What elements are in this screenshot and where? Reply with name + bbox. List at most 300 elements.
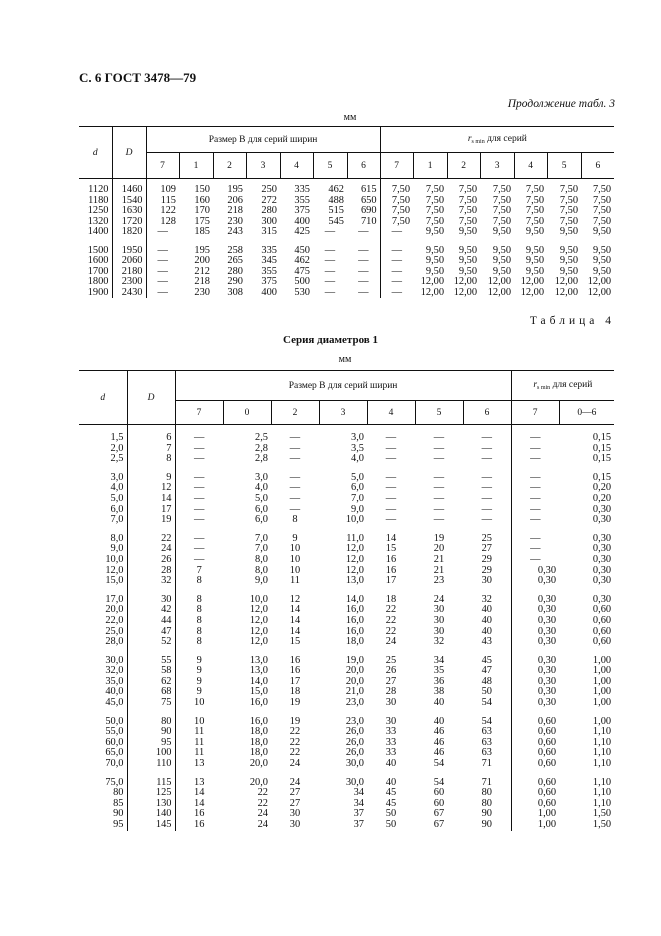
r-series-header: 1	[413, 153, 447, 179]
table-cell: —	[511, 505, 559, 516]
table-row	[79, 637, 614, 648]
table-cell: 20,0	[249, 758, 268, 770]
table-cell: 35,0	[105, 675, 124, 687]
table-cell: 12,00	[487, 276, 512, 287]
table-cell: 71	[481, 776, 492, 788]
table-cell: 7,0	[255, 543, 268, 555]
table-cell: 30,0	[345, 776, 364, 788]
table-cell: 17	[385, 575, 397, 587]
table-cell: 30,0	[345, 758, 364, 770]
table-cell: 0,60	[511, 759, 559, 770]
table-cell: 0,15	[592, 432, 612, 443]
table-cell: 0,60	[511, 748, 559, 759]
table-cell: 308	[227, 286, 243, 298]
group-b-header: Размер B для серий ширин	[175, 371, 511, 401]
table-cell: 24	[433, 593, 445, 605]
table-cell: 1400	[87, 226, 109, 237]
table-cell: 90	[113, 808, 124, 820]
table-cell: —	[175, 544, 223, 555]
table-cell: 122	[146, 206, 179, 217]
table-cell: 1700	[87, 265, 109, 277]
table-cell: 40	[433, 715, 445, 727]
group-r-header: $r_{s min}$ для серий	[511, 371, 614, 401]
r-series-header: 5	[547, 153, 581, 179]
table-cell: 42	[127, 605, 175, 616]
table-cell: 20,0	[249, 776, 268, 788]
table-cell: 13,0	[345, 575, 364, 587]
table-cell: —	[380, 288, 413, 299]
table-cell: 16,0	[249, 715, 268, 727]
table-cell: 1,00	[592, 654, 612, 666]
table-cell: 24	[289, 776, 301, 788]
table-cell: 1500	[87, 244, 109, 256]
table-cell: 5,0	[351, 471, 364, 483]
table-cell: 40	[481, 625, 492, 637]
table-cell: 462	[294, 255, 310, 266]
table-cell: —	[358, 286, 369, 298]
table-row	[79, 454, 614, 465]
table-cell: 45,0	[105, 697, 124, 709]
table-cell: 20,0	[345, 665, 364, 677]
table-cell: 2,0	[110, 442, 124, 454]
table-cell: 230	[194, 286, 210, 298]
table-cell: 1540	[112, 196, 146, 207]
table-cell: 7,50	[525, 194, 545, 206]
table-cell: 218	[227, 205, 243, 216]
table-cell: 0,30	[592, 543, 612, 555]
table-cell: 212	[194, 265, 210, 277]
table-cell: 22	[257, 787, 268, 799]
table-cell: 0,30	[511, 566, 559, 577]
table-cell: 0,30	[592, 503, 612, 515]
table-cell: —	[175, 534, 223, 545]
table-cell: 128	[146, 217, 179, 228]
table-cell: 27	[481, 543, 492, 555]
table-cell: —	[385, 442, 397, 454]
r-series-header: 2	[447, 153, 480, 179]
table-cell: 1800	[87, 276, 109, 287]
table-cell: —	[175, 483, 223, 494]
table-cell: 58	[127, 666, 175, 677]
table-cell: 19	[289, 697, 301, 709]
table-cell: 545	[328, 215, 344, 227]
b-series-header: 6	[463, 401, 511, 425]
table-row	[79, 227, 614, 238]
table-cell: 19	[127, 515, 175, 526]
table-cell: 37	[353, 819, 364, 830]
table-cell: 9,50	[559, 265, 579, 277]
table-cell: 0,30	[592, 532, 612, 544]
table-cell: 45	[481, 654, 492, 666]
table-cell: 16	[175, 809, 223, 820]
table-cell: 7,50	[380, 196, 413, 207]
table-cell: 8	[127, 454, 175, 465]
table-cell: 20,0	[105, 604, 124, 616]
table-cell: 8	[292, 514, 298, 526]
b-series-header: 7	[146, 153, 179, 179]
table-cell: 22	[289, 747, 301, 759]
table-cell: 65,0	[105, 747, 124, 759]
table-cell: 22	[289, 726, 301, 738]
table-cell: 140	[127, 809, 175, 820]
table-cell: 650	[360, 194, 377, 206]
table-cell: 530	[294, 286, 310, 298]
table-cell: 9	[175, 677, 223, 688]
table-cell: 12,00	[554, 276, 579, 287]
table-cell: —	[481, 514, 492, 526]
table-cell: 12,0	[249, 614, 268, 626]
table-cell: 15,0	[249, 686, 268, 698]
r-series-header: 7	[380, 153, 413, 179]
table-cell: 15	[385, 543, 397, 555]
table-cell: 0,30	[511, 637, 559, 648]
table-cell: 8	[175, 637, 223, 648]
table-cell: 12,00	[453, 276, 478, 287]
table-cell: —	[289, 492, 301, 504]
table-cell: 7,50	[425, 194, 445, 206]
table-cell: 16	[289, 654, 301, 666]
table-cell: —	[175, 425, 223, 444]
table-cell: 34	[353, 787, 364, 799]
table-cell: 100	[127, 748, 175, 759]
table-cell: 19	[433, 532, 445, 544]
b-series-header: 5	[415, 401, 463, 425]
table-cell: 8	[175, 627, 223, 638]
table-cell: 2,8	[255, 453, 268, 465]
table-cell: 0,60	[511, 738, 559, 749]
table-cell: 315	[261, 226, 277, 237]
table-cell: —	[433, 471, 445, 483]
table-cell: 0,30	[511, 576, 559, 587]
table-cell: 60,0	[105, 736, 124, 748]
table-cell: 33	[385, 726, 397, 738]
table-cell: 170	[194, 205, 210, 216]
table-cell: 47	[481, 665, 492, 677]
table-cell: 40	[481, 614, 492, 626]
table-cell: —	[481, 471, 492, 483]
table-cell: 12,00	[587, 286, 612, 298]
table-cell: 0,60	[511, 717, 559, 728]
table-cell: 7,50	[458, 215, 478, 227]
table-cell: 7,50	[592, 184, 612, 195]
table-cell: 70,0	[105, 758, 124, 770]
table-cell: —	[146, 246, 179, 257]
table-cell: 23	[433, 575, 445, 587]
b-series-header: 0	[223, 401, 271, 425]
table-cell: 10,0	[249, 593, 268, 605]
table-cell: —	[289, 482, 301, 494]
table-cell: 22	[127, 534, 175, 545]
table-cell: 7,50	[559, 194, 579, 206]
table-cell: 475	[294, 265, 310, 277]
table-cell: 115	[127, 778, 175, 789]
table-cell: 1820	[112, 227, 146, 238]
table-cell: 67	[433, 808, 445, 820]
table-cell: 16	[385, 553, 397, 565]
table-cell: 43	[481, 636, 492, 648]
table-cell: —	[175, 444, 223, 455]
table-cell: 0,30	[511, 627, 559, 638]
table-cell: 23,0	[345, 715, 364, 727]
group-r-header: $r_{s min}$ для серий	[380, 127, 614, 153]
table-cell: 125	[127, 788, 175, 799]
r-series-header: 0—6	[559, 401, 614, 425]
table-cell: 9,50	[592, 255, 612, 266]
table-cell: —	[358, 244, 369, 256]
table-cell: 0,30	[511, 666, 559, 677]
table-cell: 1720	[112, 217, 146, 228]
table-cell: 9	[175, 656, 223, 667]
table-cell: 90	[127, 727, 175, 738]
table-cell: 1,10	[592, 797, 612, 809]
table-cell: 8,0	[255, 564, 268, 576]
table-cell: 10,0	[345, 514, 364, 526]
table-cell: 85	[113, 797, 124, 809]
table-cell: 45	[385, 787, 397, 799]
b-series-header: 2	[271, 401, 319, 425]
table-cell: —	[146, 256, 179, 267]
table-cell: 13,0	[249, 665, 268, 677]
b-series-header: 3	[246, 153, 280, 179]
table-cell: 9,50	[559, 226, 579, 237]
table-cell: 9,50	[525, 226, 545, 237]
table-cell: —	[433, 503, 445, 515]
table-cell: 710	[360, 215, 377, 227]
table-cell: 0,30	[511, 595, 559, 606]
table-cell: 71	[481, 758, 492, 770]
table-cell: 0,30	[511, 605, 559, 616]
table-cell: 16,0	[345, 625, 364, 637]
table-cell: 7,50	[559, 215, 579, 227]
table-cell: 1,10	[592, 726, 612, 738]
table-cell: 1950	[112, 246, 146, 257]
table-cell: 8	[175, 605, 223, 616]
table-cell: 9,50	[458, 244, 478, 256]
table-cell: 0,60	[592, 604, 612, 616]
table3-units: мм	[343, 112, 357, 123]
table-cell: 9,0	[351, 503, 364, 515]
table-cell: 7	[127, 444, 175, 455]
table-cell: 250	[261, 184, 277, 195]
table-cell: —	[324, 286, 336, 298]
table-cell: 335	[261, 244, 277, 256]
table-cell: 24	[257, 808, 268, 820]
table-cell: 54	[481, 697, 492, 709]
table-cell: 40	[385, 776, 397, 788]
table-cell: 50	[385, 808, 397, 820]
table-cell: 23,0	[345, 697, 364, 709]
table-cell: 32	[481, 593, 492, 605]
table-cell: 7,50	[592, 194, 612, 206]
table-cell: 63	[481, 747, 492, 759]
table-cell: 25	[385, 654, 397, 666]
table-cell: 9,50	[458, 226, 478, 237]
table-cell: 206	[227, 194, 243, 206]
table-cell: —	[511, 494, 559, 505]
table-cell: 18	[385, 593, 397, 605]
table-cell: 12,0	[345, 553, 364, 565]
table-cell: 2300	[112, 277, 146, 288]
table-cell: 30	[289, 808, 301, 820]
table-cell: 26	[127, 555, 175, 566]
table-cell: —	[481, 482, 492, 494]
table-cell: —	[433, 514, 445, 526]
table-cell: 29	[481, 553, 492, 565]
table-cell: —	[380, 267, 413, 278]
table-cell: —	[324, 226, 336, 237]
table-cell: 11	[175, 748, 223, 759]
table-cell: 40	[481, 604, 492, 616]
table-cell: —	[511, 473, 559, 484]
table-cell: —	[380, 246, 413, 257]
table-cell: 355	[261, 265, 277, 277]
table-cell: 425	[294, 226, 310, 237]
table-cell: 32	[127, 576, 175, 587]
table-cell: 75,0	[105, 776, 124, 788]
table-cell: 12,00	[453, 286, 478, 298]
table-cell: 500	[294, 276, 310, 287]
table-cell: 27	[385, 675, 397, 687]
table-cell: 12,0	[345, 564, 364, 576]
table-cell: 7,50	[458, 194, 478, 206]
table-cell: —	[511, 534, 559, 545]
table-cell: 18,0	[345, 636, 364, 648]
table-cell: 80	[481, 797, 492, 809]
table-cell: 95	[127, 738, 175, 749]
table-cell: 80	[127, 717, 175, 728]
table-cell: 12,00	[420, 276, 445, 287]
table-cell: 3,0	[351, 432, 364, 443]
table-cell: 1,10	[592, 736, 612, 748]
table-cell: 16,0	[249, 697, 268, 709]
table-cell: 46	[433, 747, 445, 759]
table-cell: —	[511, 515, 559, 526]
table-cell: 12,00	[520, 276, 545, 287]
table-cell: 280	[261, 205, 277, 216]
table-cell: 200	[194, 255, 210, 266]
table-cell: 16	[385, 564, 397, 576]
table-cell: 15	[289, 636, 301, 648]
table-cell: 9,50	[492, 255, 512, 266]
table-cell: 1630	[112, 206, 146, 217]
table-cell: 50	[481, 686, 492, 698]
table-cell: 1250	[87, 205, 109, 216]
table-cell: 55,0	[105, 726, 124, 738]
table-cell: 12,00	[487, 286, 512, 298]
table-cell: 12,0	[105, 564, 124, 576]
table-cell: 0,20	[592, 482, 612, 494]
table-cell: 68	[127, 687, 175, 698]
table-cell: 462	[328, 184, 344, 195]
table-cell: 7,50	[458, 205, 478, 216]
table-cell: 375	[294, 205, 310, 216]
table-cell: 0,30	[511, 656, 559, 667]
table-cell: 14	[175, 788, 223, 799]
table-cell: 7,50	[559, 205, 579, 216]
table-cell: 7,0	[110, 514, 124, 526]
b-series-header: 4	[367, 401, 415, 425]
table-cell: —	[511, 454, 559, 465]
table-cell: 6,0	[255, 503, 268, 515]
table-cell: 18,0	[249, 736, 268, 748]
table-row	[79, 616, 614, 627]
table-row	[79, 277, 614, 288]
table-cell: —	[358, 226, 369, 237]
table-cell: 355	[294, 194, 310, 206]
table-cell: 11,0	[346, 532, 364, 544]
table-cell: 30,0	[105, 654, 124, 666]
table-cell: 48	[481, 675, 492, 687]
table-cell: 9	[292, 532, 298, 544]
table-cell: 11	[175, 738, 223, 749]
table-row	[79, 515, 614, 526]
table-cell: 32	[433, 636, 445, 648]
r-series-header: 3	[480, 153, 514, 179]
table-cell: 95	[113, 819, 124, 830]
table-cell: 27	[289, 787, 301, 799]
table-cell: —	[433, 482, 445, 494]
table-cell: 90	[481, 808, 492, 820]
table-cell: 10	[289, 543, 301, 555]
table-cell: 22	[385, 604, 397, 616]
table-row	[79, 698, 614, 709]
table-cell: 7,50	[525, 184, 545, 195]
table-cell: 67	[433, 819, 445, 830]
table-cell: 46	[433, 736, 445, 748]
table-cell: 20,0	[345, 675, 364, 687]
table-cell: 12	[289, 593, 301, 605]
table-cell: 7,50	[425, 215, 445, 227]
table-cell: 9,50	[559, 244, 579, 256]
table-cell: 14	[289, 625, 301, 637]
r-series-header: 7	[511, 401, 559, 425]
table-cell: —	[324, 255, 336, 266]
table-cell: 90	[481, 819, 492, 830]
table-cell: 14	[289, 604, 301, 616]
table-cell: 8	[175, 595, 223, 606]
table-cell: 2,5	[110, 453, 124, 465]
table-cell: 80	[481, 787, 492, 799]
table-cell: 1,10	[592, 776, 612, 788]
table-cell: 1320	[87, 215, 109, 227]
table-cell: 30	[433, 614, 445, 626]
table-cell: 400	[294, 215, 310, 227]
table-cell: 46	[433, 726, 445, 738]
table-cell: —	[511, 544, 559, 555]
table-cell: 2,8	[255, 442, 268, 454]
table-cell: 3,0	[110, 471, 124, 483]
table-cell: —	[433, 442, 445, 454]
table-cell: 62	[127, 677, 175, 688]
table-cell: 0,15	[592, 442, 612, 454]
table-cell: —	[481, 453, 492, 465]
table-cell: 21,0	[345, 686, 364, 698]
table-cell: 10	[175, 698, 223, 709]
table-cell: 7,50	[380, 217, 413, 228]
table-cell: 7,50	[458, 184, 478, 195]
table-cell: 1,00	[511, 809, 559, 820]
table-cell: 1,5	[110, 432, 124, 443]
table-cell: 9,50	[525, 244, 545, 256]
table-cell: 22	[257, 797, 268, 809]
table-cell: —	[175, 555, 223, 566]
table-cell: 12,0	[249, 636, 268, 648]
table-cell: 0,30	[592, 553, 612, 565]
table-cell: 22	[385, 625, 397, 637]
table-cell: —	[175, 494, 223, 505]
table-cell: —	[511, 425, 559, 444]
table-cell: 1,10	[592, 747, 612, 759]
